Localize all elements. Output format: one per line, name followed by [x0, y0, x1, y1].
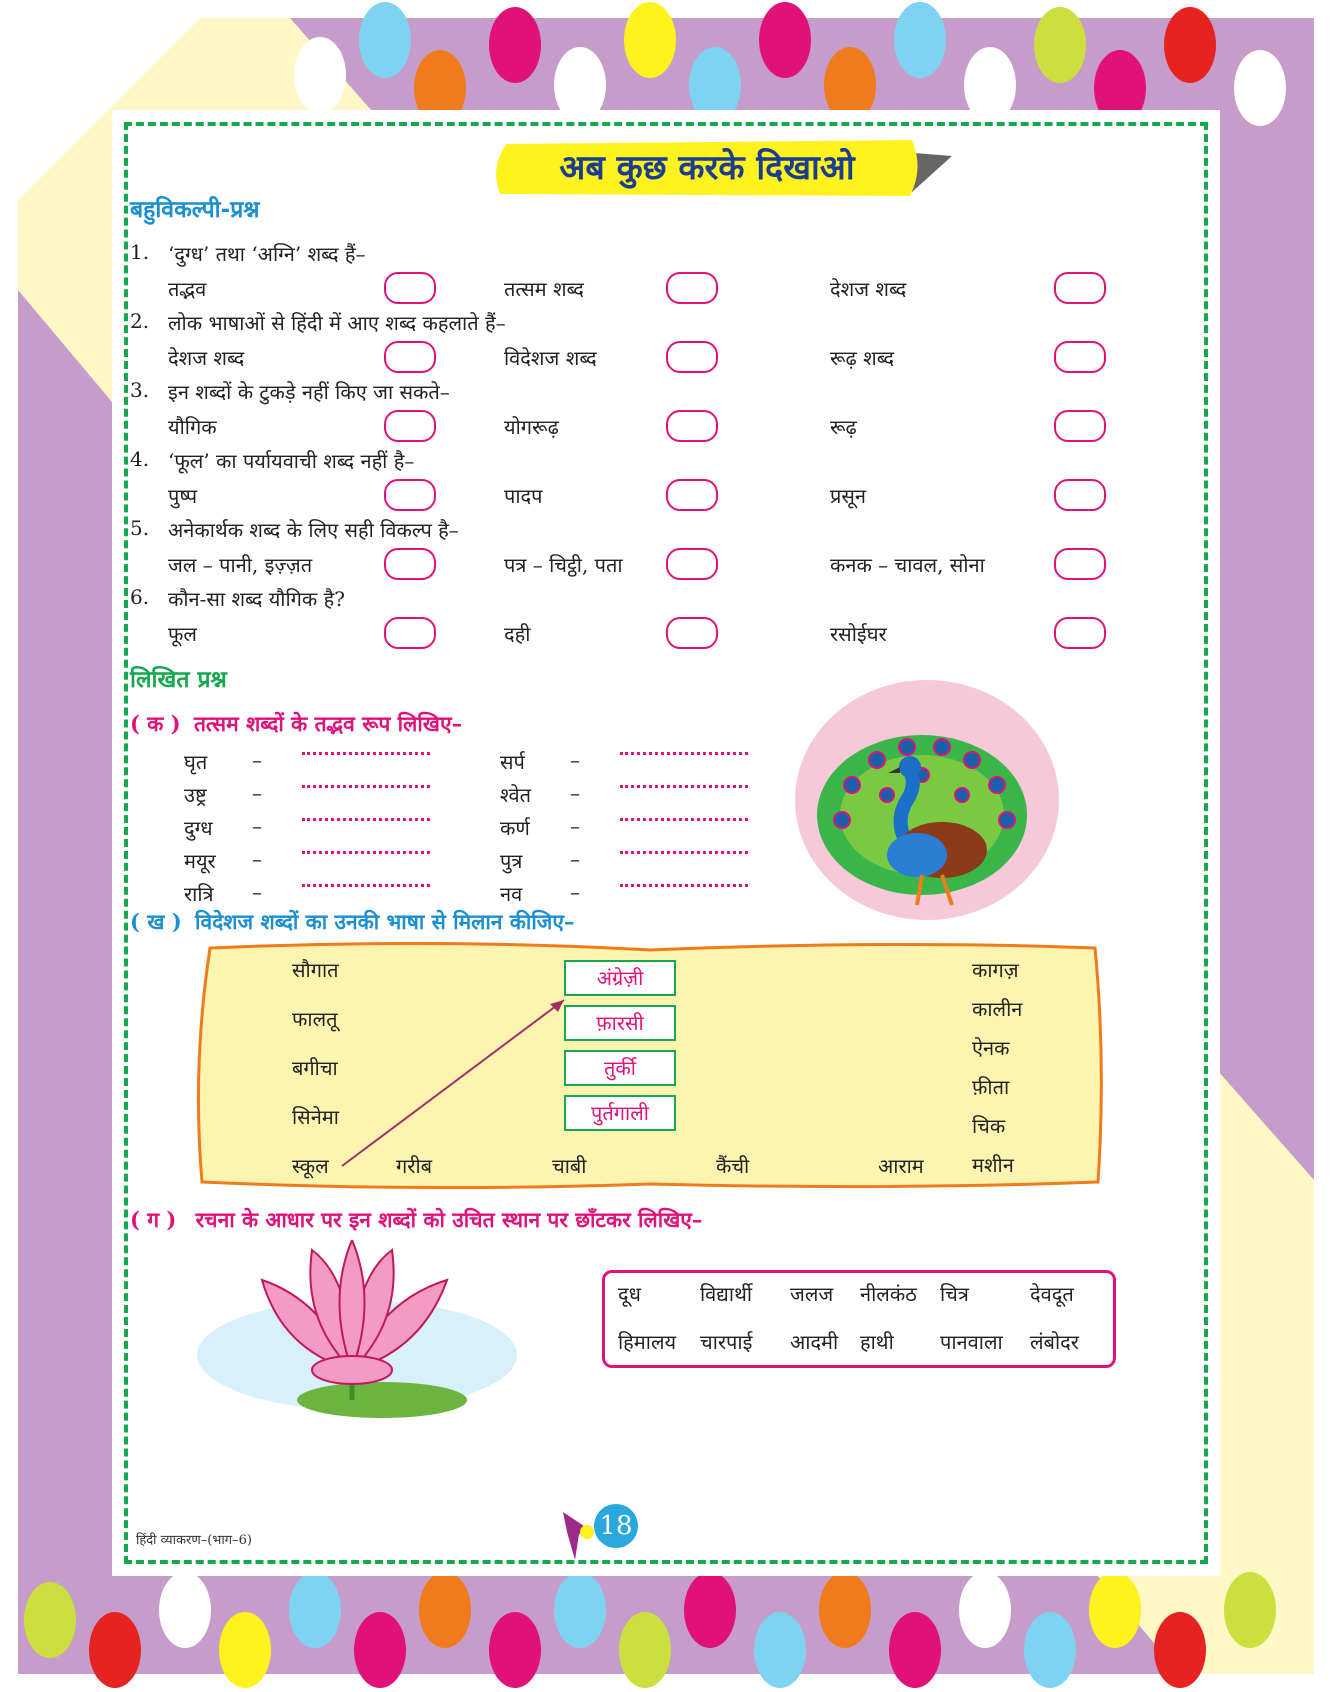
- foreign-word: बगीचा: [292, 1056, 338, 1080]
- word-bank-item: देवदूत: [1030, 1282, 1074, 1306]
- page-number: 18: [594, 1504, 638, 1548]
- mcq-heading: बहुविकल्पी-प्रश्न: [130, 197, 260, 223]
- question-text: इन शब्दों के टुकड़े नहीं किए जा सकते–: [168, 380, 450, 404]
- option-label: विदेशज शब्द: [504, 346, 597, 370]
- answer-checkbox[interactable]: [384, 548, 436, 580]
- answer-line[interactable]: [620, 818, 748, 821]
- option-label: जल – पानी, इज़्ज़त: [168, 553, 313, 577]
- answer-line[interactable]: [620, 884, 748, 887]
- tatsam-word: सर्प: [500, 750, 525, 774]
- question-number: 3.: [130, 378, 150, 402]
- question-number: 1.: [130, 240, 150, 264]
- word-bank-item: लंबोदर: [1030, 1330, 1079, 1354]
- part-b-label: ( ख ): [130, 909, 182, 934]
- dash: –: [570, 781, 580, 805]
- dash: –: [570, 847, 580, 871]
- dash: –: [252, 781, 262, 805]
- worksheet-page: [112, 110, 1220, 1576]
- dash: –: [252, 880, 262, 904]
- answer-checkbox[interactable]: [666, 548, 718, 580]
- foreign-word: आराम: [878, 1154, 924, 1178]
- foreign-word: फ़ीता: [972, 1075, 1010, 1099]
- word-bank-item: चित्र: [940, 1282, 969, 1306]
- answer-line[interactable]: [302, 851, 430, 854]
- tatsam-word: दुग्ध: [184, 816, 213, 840]
- option-label: कनक – चावल, सोना: [830, 553, 985, 577]
- foreign-word: सिनेमा: [292, 1105, 339, 1129]
- tatsam-word: उष्ट्र: [184, 783, 207, 807]
- answer-checkbox[interactable]: [1054, 617, 1106, 649]
- part-b-header: [130, 908, 574, 936]
- part-a-header: [130, 710, 462, 738]
- title-banner: [492, 140, 952, 198]
- answer-line[interactable]: [620, 851, 748, 854]
- peacock-illustration: [792, 675, 1062, 925]
- option-label: दही: [504, 622, 531, 646]
- sample-match-arrow: [332, 990, 582, 1175]
- dash: –: [570, 748, 580, 772]
- word-bank-item: हाथी: [860, 1330, 894, 1354]
- word-bank-item: चारपाई: [700, 1330, 753, 1354]
- question-text: कौन-सा शब्द यौगिक है?: [168, 587, 345, 611]
- tatsam-word: पुत्र: [500, 849, 523, 873]
- foreign-word: कैंची: [716, 1154, 750, 1178]
- question-text: ‘फूल’ का पर्यायवाची शब्द नहीं है–: [168, 449, 415, 473]
- foreign-word: चिक: [972, 1114, 1006, 1138]
- dash: –: [570, 880, 580, 904]
- tatsam-word: श्वेत: [500, 783, 532, 807]
- option-label: रूढ़ शब्द: [830, 346, 895, 370]
- part-a-instruction: तत्सम शब्दों के तद्भव रूप लिखिए–: [193, 711, 463, 736]
- answer-checkbox[interactable]: [1054, 272, 1106, 304]
- word-bank-item: पानवाला: [940, 1330, 1003, 1354]
- language-box: पुर्तगाली: [564, 1095, 676, 1131]
- answer-checkbox[interactable]: [666, 479, 718, 511]
- part-c-label: ( ग ): [130, 1207, 177, 1232]
- dash: –: [252, 814, 262, 838]
- tatsam-word: नव: [500, 882, 523, 906]
- answer-checkbox[interactable]: [666, 410, 718, 442]
- answer-checkbox[interactable]: [384, 341, 436, 373]
- language-box: फ़ारसी: [564, 1005, 676, 1041]
- answer-checkbox[interactable]: [384, 617, 436, 649]
- part-a-label: ( क ): [130, 711, 181, 736]
- answer-checkbox[interactable]: [1054, 341, 1106, 373]
- page-ribbon-icon: [557, 1512, 597, 1560]
- question-number: 6.: [130, 585, 150, 609]
- option-label: पुष्प: [168, 484, 198, 508]
- language-box: अंग्रेज़ी: [564, 960, 676, 996]
- word-bank-item: दूध: [618, 1282, 641, 1306]
- tatsam-word: घृत: [184, 750, 208, 774]
- option-label: रूढ़: [830, 415, 857, 439]
- option-label: रसोईघर: [830, 622, 887, 646]
- foreign-word: गरीब: [396, 1154, 433, 1178]
- question-number: 4.: [130, 447, 150, 471]
- foreign-word: स्कूल: [292, 1154, 329, 1178]
- answer-line[interactable]: [302, 785, 430, 788]
- foreign-word: चाबी: [552, 1154, 587, 1178]
- word-bank-item: विद्यार्थी: [700, 1282, 753, 1306]
- answer-checkbox[interactable]: [384, 410, 436, 442]
- part-c-header: [130, 1206, 702, 1234]
- written-heading: लिखित प्रश्न: [130, 667, 227, 693]
- option-label: तद्भव: [168, 277, 207, 301]
- option-label: देशज शब्द: [830, 277, 907, 301]
- question-text: लोक भाषाओं से हिंदी में आए शब्द कहलाते हैं–: [168, 311, 506, 335]
- word-bank-item: जलज: [790, 1282, 834, 1306]
- foreign-word: सौगात: [292, 958, 339, 982]
- answer-checkbox[interactable]: [666, 272, 718, 304]
- word-bank-item: आदमी: [790, 1330, 839, 1354]
- foreign-word: मशीन: [972, 1153, 1014, 1177]
- question-text: ‘दुग्ध’ तथा ‘अग्नि’ शब्द हैं–: [168, 242, 366, 266]
- option-label: देशज शब्द: [168, 346, 245, 370]
- foreign-word: फालतू: [292, 1007, 338, 1031]
- answer-checkbox[interactable]: [666, 617, 718, 649]
- lotus-illustration: [192, 1240, 522, 1420]
- word-bank-item: नीलकंठ: [860, 1282, 917, 1306]
- option-label: योगरूढ़: [504, 415, 559, 439]
- foreign-word: कागज़: [972, 958, 1019, 982]
- tatsam-word: मयूर: [184, 849, 216, 873]
- option-label: प्रसून: [830, 484, 866, 508]
- answer-checkbox[interactable]: [1054, 548, 1106, 580]
- answer-checkbox[interactable]: [384, 272, 436, 304]
- answer-checkbox[interactable]: [1054, 410, 1106, 442]
- answer-line[interactable]: [302, 752, 430, 755]
- dash: –: [252, 847, 262, 871]
- question-text: अनेकार्थक शब्द के लिए सही विकल्प है–: [168, 518, 459, 542]
- answer-line[interactable]: [302, 818, 430, 821]
- answer-checkbox[interactable]: [666, 341, 718, 373]
- option-label: फूल: [168, 622, 197, 646]
- dash: –: [252, 748, 262, 772]
- answer-line[interactable]: [302, 884, 430, 887]
- option-label: पत्र – चिट्ठी, पता: [504, 553, 623, 577]
- answer-line[interactable]: [620, 752, 748, 755]
- page-title: अब कुछ करके दिखाओ: [559, 148, 855, 188]
- question-number: 2.: [130, 309, 150, 333]
- foreign-word: कालीन: [972, 997, 1023, 1021]
- word-bank-item: हिमालय: [618, 1330, 677, 1354]
- foreign-word: ऐनक: [972, 1036, 1010, 1060]
- part-c-instruction: रचना के आधार पर इन शब्दों को उचित स्थान पर छाँटकर लिखिए–: [195, 1207, 703, 1232]
- book-footer: हिंदी व्याकरण–(भाग–6): [136, 1533, 252, 1548]
- option-label: तत्सम शब्द: [504, 277, 584, 301]
- option-label: पादप: [504, 484, 543, 508]
- tatsam-word: कर्ण: [500, 816, 530, 840]
- tatsam-word: रात्रि: [184, 882, 214, 906]
- dash: –: [570, 814, 580, 838]
- option-label: यौगिक: [168, 415, 217, 439]
- answer-checkbox[interactable]: [1054, 479, 1106, 511]
- part-b-instruction: विदेशज शब्दों का उनकी भाषा से मिलान कीजिए–: [195, 909, 575, 934]
- answer-checkbox[interactable]: [384, 479, 436, 511]
- language-box: तुर्की: [564, 1050, 676, 1086]
- question-number: 5.: [130, 516, 150, 540]
- answer-line[interactable]: [620, 785, 748, 788]
